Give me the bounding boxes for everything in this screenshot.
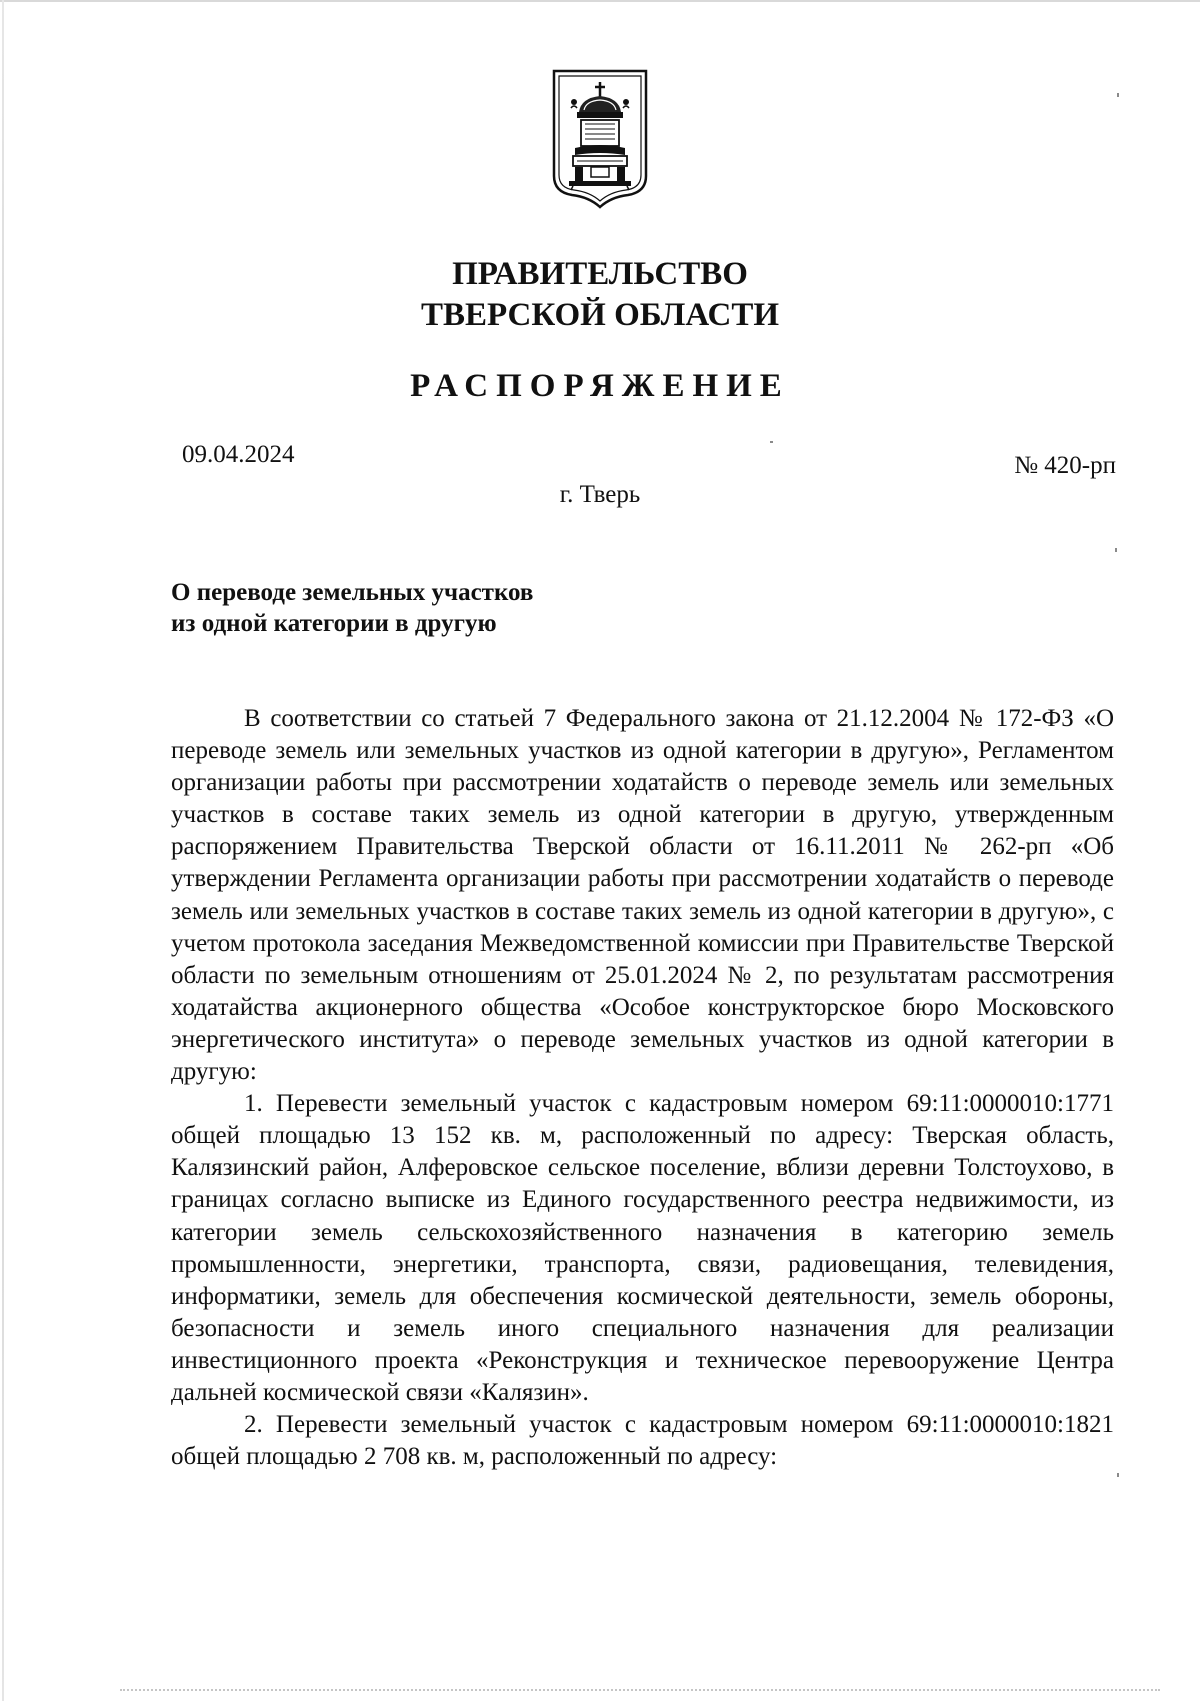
document-type-title: РАСПОРЯЖЕНИЕ [410,368,790,404]
scan-edge-top [0,0,1200,2]
document-subject [171,577,731,639]
scan-edge-bottom [120,1689,1160,1691]
authority-line-1: ПРАВИТЕЛЬСТВО [452,256,748,292]
item-2-paragraph: 2. Перевести земельный участок с кадастровым номером 69:11:0000010:1821 общей площадью 2 708 кв. м, расположенный по адресу: [171,1411,1114,1471]
tver-region-coat-of-arms-icon [551,68,649,210]
subject-line-2: из одной категории в другую [171,610,497,637]
issuing-authority [0,254,1200,336]
authority-line-2: ТВЕРСКОЙ ОБЛАСТИ [420,297,780,333]
document-city: г. Тверь [559,481,641,508]
subject-line-1: О переводе земельных участков [171,579,534,606]
document-number: № 420-рп [1014,452,1116,479]
document-body [171,703,1114,1473]
item-1-paragraph: 1. Перевести земельный участок с кадастровым номером 69:11:0000010:1771 общей площадью 13 152 кв. м, расположенный по адресу: Тверская область, Калязинский район, Алферовское сельское поселение, вблизи деревни Толстоухово, в границах согласно выписке из Единого государственного реестра недвижимости, из категории земель сельскохозяйственного назначения в категорию земель промышленности, энергетики, транспорта, связи, радиовещания, телевидения, информатики, земель для обеспечения космической деятельности, земель обороны, безопасности и земель иного специального назначения для реализации инвестиционного проекта «Реконструкция и техническое перевооружение Центра дальней космической связи «Калязин». [171,1090,1114,1406]
scan-speck [1117,93,1119,97]
scan-speck [770,441,773,443]
preamble-paragraph: В соответствии со статьей 7 Федерального закона от 21.12.2004 № 172-ФЗ «О переводе земель или земельных участков из одной категории в другую», Регламентом организации работы при рассмотрении ходатайств о переводе земель или земельных участков в составе таких земель из одной категории в другую, утвержденным распоряжением Правительства Тверской области от 16.11.2011 № 262-рп «Об утверждении Регламента организации работы при рассмотрении ходатайств о переводе земель или земельных участков в составе таких земель из одной категории в другую», с учетом протокола заседания Межведомственной комиссии при Правительстве Тверской области по земельным отношениям от 25.01.2024 № 2, по результатам рассмотрения ходатайства акционерного общества «Особое конструкторское бюро Московского энергетического института» о переводе земельных участков из одной категории в другую: [171,705,1114,1086]
scan-speck [1117,1473,1119,1477]
scan-speck [1115,548,1117,552]
document-date: 09.04.2024 [182,441,295,468]
